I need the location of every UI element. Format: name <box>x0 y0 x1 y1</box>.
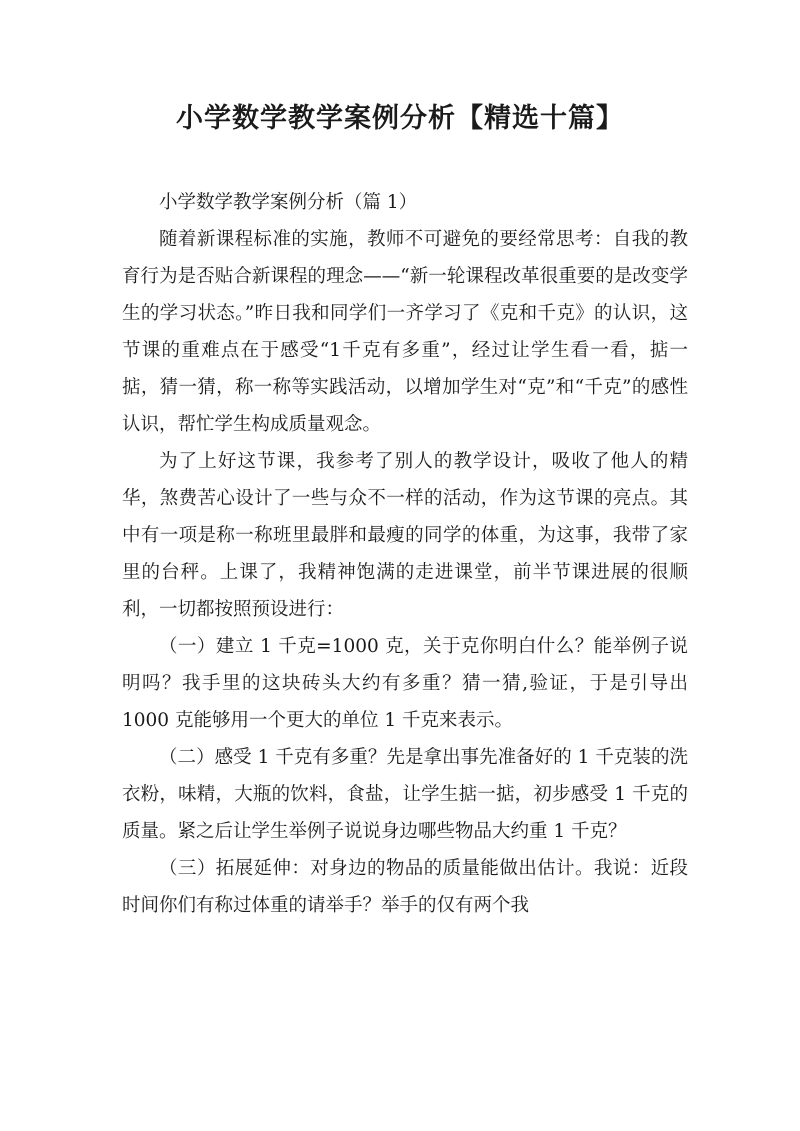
paragraph-2: 为了上好这节课，我参考了别人的教学设计，吸收了他人的精华，煞费苦心设计了一些与众不一样的活动，作为这节课的亮点。其中有一项是称一称班里最胖和最瘦的同学的体重，为这事，我带了家里的台秤。上课了，我精神饱满的走进课堂，前半节课进展的很顺利，一切都按照预设进行： <box>122 451 688 620</box>
section-heading: 小学数学教学案例分析（篇 1） <box>159 192 418 213</box>
paragraph-3: （一）建立 1 千克=1000 克，关于克你明白什么？能举例子说明吗？我手里的这块砖头大约有多重？猜一猜,验证，于是引导出 1000 克能够用一个更大的单位 1 千克来表示。 <box>122 636 688 731</box>
paragraph-5: （三）拓展延伸：对身边的物品的质量能做出估计。我说：近段时间你们有称过体重的请举手？举手的仅有两个我 <box>122 858 688 916</box>
document-title: 小学数学教学案例分析【精选十篇】 <box>176 103 624 134</box>
document-body <box>122 184 688 924</box>
paragraph-4: （二）感受 1 千克有多重？先是拿出事先准备好的 1 千克装的洗衣粉，味精，大瓶的饮料，食盐，让学生掂一掂，初步感受 1 千克的质量。紧之后让学生举例子说说身边哪些物品大约重 1 千克？ <box>122 747 688 842</box>
paragraph-1: 随着新课程标准的实施，教师不可避免的要经常思考：自我的教育行为是否贴合新课程的理念——“新一轮课程改革很重要的是改变学生的学习状态。”昨日我和同学们一齐学习了《克和千克》的认识，这节课的重难点在于感受“1千克有多重”，经过让学生看一看，掂一掂，猜一猜，称一称等实践活动，以增加学生对“克”和“千克”的感性认识，帮忙学生构成质量观念。 <box>122 229 688 435</box>
